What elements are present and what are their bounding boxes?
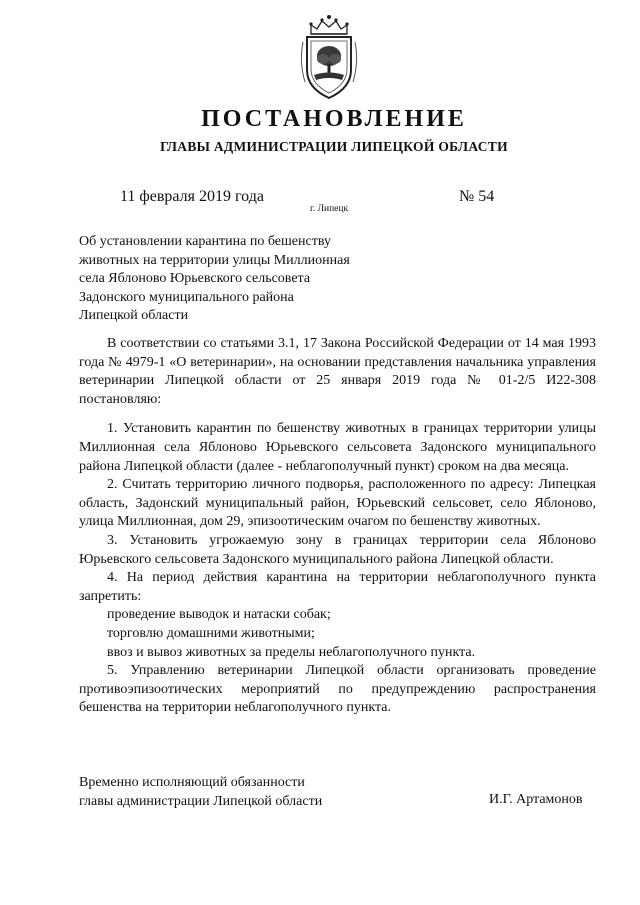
signer-name: И.Г. Артамонов xyxy=(489,792,583,807)
coat-of-arms-icon xyxy=(298,12,360,104)
document-number: № 54 xyxy=(459,188,495,205)
subject-line: животных на территории улицы Миллионная xyxy=(79,252,350,268)
document-subtitle: ГЛАВЫ АДМИНИСТРАЦИИ ЛИПЕЦКОЙ ОБЛАСТИ xyxy=(160,139,508,154)
decree-item: 3. Установить угрожаемую зону в границах территории села Яблоново Юрьевского сельсовета Задонского муниципального района Липецкой области. xyxy=(79,532,596,567)
document-title: ПОСТАНОВЛЕНИЕ xyxy=(201,106,467,132)
signature-block xyxy=(79,773,322,811)
signer-position: Временно исполняющий обязанности xyxy=(79,775,305,790)
subject-line: Об установлении карантина по бешенству xyxy=(79,234,331,249)
signer-position: главы администрации Липецкой области xyxy=(79,794,323,809)
document-city: г. Липецк xyxy=(310,204,349,214)
decree-item: 4. На период действия карантина на территории неблагополучного пункта запретить: xyxy=(79,570,596,604)
document-body xyxy=(79,335,596,718)
decree-item: 1. Установить карантин по бешенству животных в границах территории улицы Миллионная села Яблоново Юрьевского сельсовета Задонского муниципального района Липецкой области (далее - неблагополучный пункт) сроком на два месяца. xyxy=(79,421,596,474)
document-subject xyxy=(79,233,379,326)
prohibition-item: проведение выводок и натаски собак; xyxy=(107,607,331,623)
preamble-paragraph: В соответствии со статьями 3.1, 17 Закона Российской Федерации от 14 мая 1993 года № 4979-1 «О ветеринарии», на основании представления начальника управления ветеринарии Липецкой области от 25 января 2019 года № 01-2/5 И22-308 постановляю: xyxy=(79,336,596,407)
decree-item: 2. Считать территорию личного подворья, расположенного по адресу: Липецкая область, Задонский муниципальный район, Юрьевский сельсовет, село Яблоново, улица Миллионная, дом 29, эпизоотическим очагом по бешенству животных. xyxy=(79,477,596,530)
prohibition-item: торговлю домашними животными; xyxy=(107,625,315,641)
prohibition-item: ввоз и вывоз животных за пределы неблагополучного пункта. xyxy=(107,644,476,660)
subject-line: села Яблоново Юрьевского сельсовета xyxy=(79,271,311,287)
subject-line: Задонского муниципального района xyxy=(79,289,294,305)
decree-item: 5. Управлению ветеринарии Липецкой области организовать проведение противоэпизоотических мероприятий по предупреждению распространения бешенства на территории неблагополучного пункта. xyxy=(79,663,596,716)
document-date: 11 февраля 2019 года xyxy=(120,188,264,205)
subject-line: Липецкой области xyxy=(79,308,189,324)
